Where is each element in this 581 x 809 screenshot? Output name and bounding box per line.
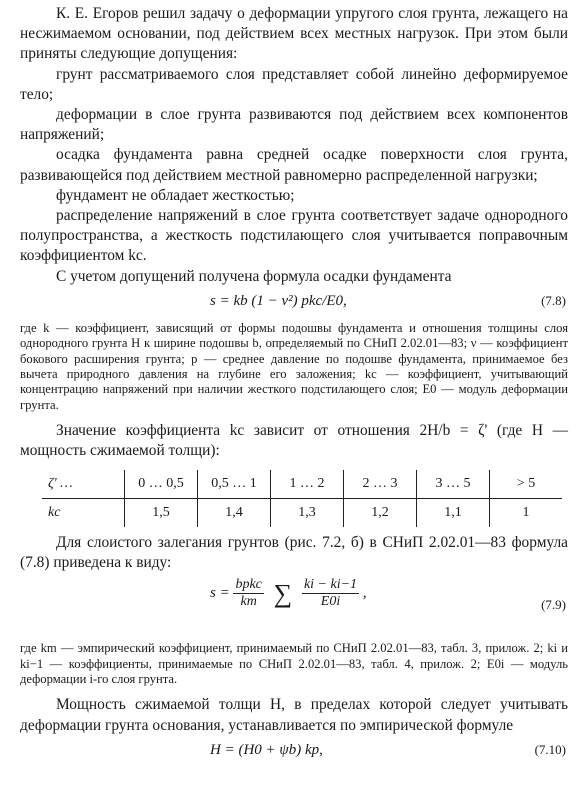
fraction-1 bbox=[233, 577, 263, 610]
table-row bbox=[42, 498, 562, 527]
paragraph-formula-lead: С учетом допущений получена формула осадки фундамента bbox=[56, 267, 452, 285]
formula-7-9-expression bbox=[210, 577, 367, 610]
formula-7-10 bbox=[20, 740, 568, 764]
table-cell: 1,4 bbox=[198, 498, 271, 527]
formula-7-10-number: (7.10) bbox=[534, 741, 566, 757]
table-cell: 1,2 bbox=[344, 498, 417, 527]
paragraph-intro: К. Е. Егоров решил задачу о деформации упругого слоя грунта, лежащего на несжимаемом основании, под действием всех местных нагрузок. При этом были приняты следующие допущения: bbox=[20, 5, 568, 63]
table-cell: 2 … 3 bbox=[344, 470, 417, 499]
document-page bbox=[20, 4, 568, 770]
formula-7-8-expression: s = kb (1 − ν²) pkc/E0, bbox=[210, 292, 347, 309]
fraction-1-numerator: bpkc bbox=[235, 577, 262, 593]
assumption-2: деформации в слое грунта развиваются под действием всех компонентов напряжений; bbox=[20, 106, 568, 144]
table-cell: 0,5 … 1 bbox=[198, 470, 271, 499]
assumption-3: осадка фундамента равна средней осадке поверхности слоя грунта, развивающейся под действием местной равномерно распределенной нагрузки; bbox=[20, 146, 568, 184]
paragraph-kc: Значение коэффициента kc зависит от отношения 2H/b = ζ' (где H — мощность сжимаемой толщи): bbox=[20, 422, 568, 460]
note-formula-7-9: где km — эмпирический коэффициент, принимаемый по СНиП 2.02.01—83, табл. 3, прилож. 2; ki и ki−1 — коэффициенты, принимаемые по СНиП 2.02.01—83, табл. 4, прилож. 2; E0i — модуль деформации i-го слоя грунта. bbox=[20, 641, 568, 686]
table-cell: kc bbox=[48, 504, 61, 520]
fraction-2-numerator: ki − ki−1 bbox=[303, 577, 358, 593]
assumption-5: распределение напряжений в слое грунта соответствует задаче однородного полупространства, а жесткость подстилающего слоя учитывается поправочным коэффициентом kc. bbox=[20, 207, 568, 265]
table-cell: 0 … 0,5 bbox=[125, 470, 198, 499]
table-cell: 3 … 5 bbox=[417, 470, 490, 499]
table-cell: > 5 bbox=[490, 470, 563, 499]
sum-symbol: ∑ bbox=[273, 578, 293, 608]
paragraph-layered: Для слоистого залегания грунтов (рис. 7.2, б) в СНиП 2.02.01—83 формула (7.8) приведена к виду: bbox=[20, 533, 568, 571]
table-cell: 1,5 bbox=[125, 498, 198, 527]
assumption-1: грунт рассматриваемого слоя представляет собой линейно деформируемое тело; bbox=[20, 65, 568, 103]
fraction-2-denominator: E0i bbox=[320, 594, 341, 610]
table-cell: 1 … 2 bbox=[271, 470, 344, 499]
table-cell: ζ' … bbox=[42, 470, 125, 499]
formula-7-8 bbox=[20, 291, 568, 315]
table-cell: 1 bbox=[490, 498, 563, 527]
table-cell: 1,3 bbox=[271, 498, 344, 527]
assumption-4: фундамент не обладает жесткостью; bbox=[56, 186, 295, 204]
note-formula-7-8: где k — коэффициент, зависящий от формы подошвы фундамента и отношения толщины слоя однородного грунта H к ширине подошвы b, определяемый по СНиП 2.02.01—83; ν — коэффициент бокового расширения грунта; p — среднее давление по подошве фундамента, принимаемое без вычета природного давления на глубине его заложения; kc — коэффициент, учитывающий концентрацию напряжений при наличии жесткого подстилающего слоя; E0 — модуль деформации грунта. bbox=[20, 320, 568, 412]
formula-7-9-tail: , bbox=[362, 585, 367, 602]
fraction-2 bbox=[302, 577, 359, 610]
paragraph-thickness: Мощность сжимаемой толщи H, в пределах которой следует учитывать деформации грунта основания, устанавливается по эмпирической формуле bbox=[20, 696, 568, 734]
formula-7-8-number: (7.8) bbox=[541, 292, 566, 308]
kc-table bbox=[42, 470, 562, 527]
formula-7-9-lhs: s = bbox=[210, 585, 230, 602]
formula-7-9 bbox=[20, 577, 568, 637]
table-row bbox=[42, 470, 562, 499]
table-cell: 1,1 bbox=[417, 498, 490, 527]
fraction-1-denominator: km bbox=[240, 594, 257, 610]
formula-7-10-expression: H = (H0 + ψb) kp, bbox=[210, 741, 323, 758]
formula-7-9-number: (7.9) bbox=[541, 597, 566, 613]
